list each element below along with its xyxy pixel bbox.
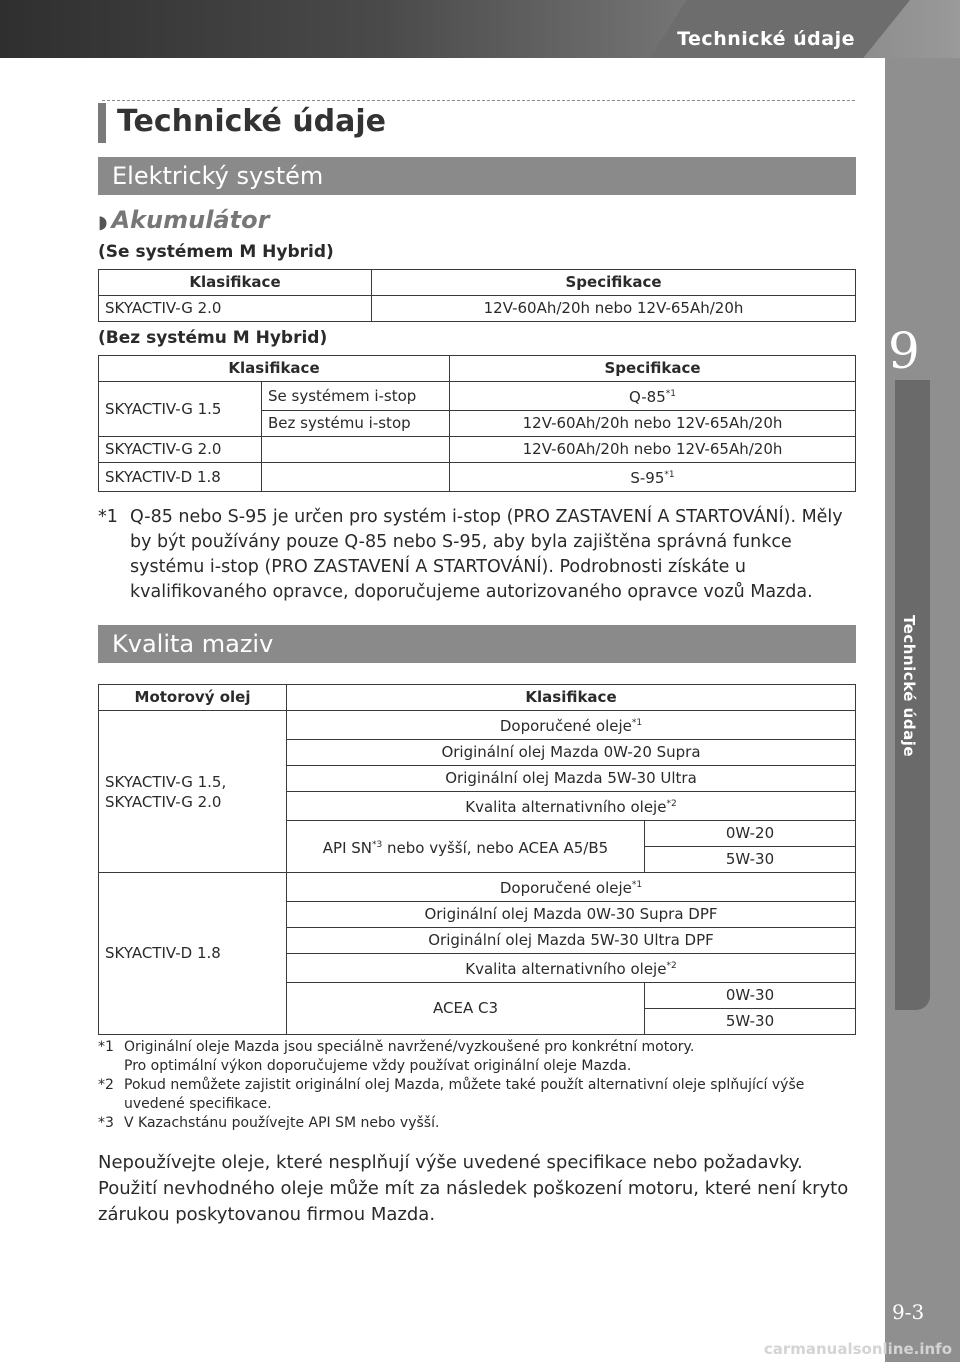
title-accent xyxy=(98,103,106,143)
footnote-ref: *2 xyxy=(666,961,677,971)
table-cell: SKYACTIV-G 2.0 xyxy=(99,296,372,322)
table-header: Specifikace xyxy=(450,356,856,382)
table-cell: SKYACTIV-D 1.8 xyxy=(99,873,287,1035)
footnote-item xyxy=(98,1114,858,1133)
label-with-hybrid: (Se systémem M Hybrid) xyxy=(98,242,334,262)
chapter-label: Technické údaje xyxy=(900,615,918,758)
table-cell: SKYACTIV-G 1.5, SKYACTIV-G 2.0 xyxy=(99,711,287,873)
table-row xyxy=(99,873,856,902)
arrow-marker-icon: ◗ xyxy=(98,212,108,233)
table-cell xyxy=(262,463,450,492)
table-cell xyxy=(287,711,856,740)
page-title: Technické údaje xyxy=(117,104,387,139)
header-bar xyxy=(0,0,960,58)
table-cell: Bez systému i-stop xyxy=(262,411,450,437)
cell-text: nebo vyšší, nebo ACEA A5/B5 xyxy=(382,838,609,857)
table-cell xyxy=(262,437,450,463)
footnote-ref: *1 xyxy=(664,470,675,480)
footnote-text: Pokud nemůžete zajistit originální olej Mazda, můžete také použít alternativní oleje splňující výše uvedené specifikace. xyxy=(124,1077,805,1112)
table-header: Klasifikace xyxy=(99,270,372,296)
footnote-ref: *1 xyxy=(665,389,676,399)
table-cell: ACEA C3 xyxy=(287,983,645,1035)
table-header: Motorový olej xyxy=(99,685,287,711)
footnote-ref: *1 xyxy=(631,880,643,890)
footnote-text: Originální oleje Mazda jsou speciálně navržené/vyzkoušené pro konkrétní motory. xyxy=(124,1039,695,1055)
table-cell: 0W-30 xyxy=(645,983,856,1009)
cell-text: Q-85 xyxy=(629,388,666,406)
table-cell: Originální olej Mazda 5W-30 Ultra xyxy=(287,766,856,792)
table-cell: 5W-30 xyxy=(645,847,856,873)
footnote-text: Q-85 nebo S-95 je určen pro systém i-stop (PRO ZASTAVENÍ A STARTOVÁNÍ). Měly by být používány pouze Q-85 nebo S-95, aby byla zajištěna správná funkce systému i-stop (PRO ZASTAVENÍ A STARTOVÁNÍ). Podrobnosti získáte u kvalifikovaného opravce, doporučujeme autorizovaného opravce vozů Mazda. xyxy=(130,507,843,602)
footnote-mark: *1 xyxy=(98,507,118,527)
table-cell xyxy=(287,821,645,873)
cell-text: Doporučené oleje xyxy=(499,879,632,897)
table-cell: 12V-60Ah/20h nebo 12V-65Ah/20h xyxy=(372,296,856,322)
cell-text: Kvalita alternativního oleje xyxy=(465,960,667,978)
header-title: Technické údaje xyxy=(677,28,855,50)
table-cell: 0W-20 xyxy=(645,821,856,847)
battery-table-standard xyxy=(98,355,856,492)
footnote-text: V Kazachstánu používejte API SM nebo vyšší. xyxy=(124,1115,440,1131)
table-cell: SKYACTIV-G 2.0 xyxy=(99,437,262,463)
subsection-heading-battery xyxy=(98,206,269,234)
cell-text: Kvalita alternativního oleje xyxy=(465,798,667,816)
table-cell: Originální olej Mazda 0W-30 Supra DPF xyxy=(287,902,856,928)
table-row xyxy=(99,296,856,322)
closing-paragraph: Nepoužívejte oleje, které nesplňují výše uvedené specifikace nebo požadavky. Použití nevhodného oleje může mít za následek poškození motoru, které není kryto zárukou poskytovanou firmou Mazda. xyxy=(98,1152,849,1225)
chapter-number: 9 xyxy=(888,322,920,380)
table-row xyxy=(99,437,856,463)
footnote-text: Pro optimální výkon doporučujeme vždy používat originální oleje Mazda. xyxy=(124,1058,632,1074)
table-cell: SKYACTIV-D 1.8 xyxy=(99,463,262,492)
section-heading-lubricants: Kvalita maziv xyxy=(98,625,856,663)
subsection-title: Akumulátor xyxy=(111,206,270,234)
table-cell xyxy=(287,873,856,902)
footnote-item xyxy=(98,1076,858,1114)
table-cell: Originální olej Mazda 5W-30 Ultra DPF xyxy=(287,928,856,954)
cell-text: Doporučené oleje xyxy=(499,717,632,735)
table-header: Klasifikace xyxy=(99,356,450,382)
oil-footnotes xyxy=(98,1038,858,1133)
footnote-ref: *1 xyxy=(631,718,643,728)
footnote-item xyxy=(98,1038,858,1076)
cell-text: API SN xyxy=(322,838,373,857)
battery-footnote xyxy=(98,505,858,605)
table-row xyxy=(99,463,856,492)
table-cell: SKYACTIV-G 1.5 xyxy=(99,382,262,437)
table-cell: Se systémem i-stop xyxy=(262,382,450,411)
table-cell: 5W-30 xyxy=(645,1009,856,1035)
table-header: Klasifikace xyxy=(287,685,856,711)
table-cell xyxy=(450,463,856,492)
title-divider xyxy=(102,100,855,101)
footnote-ref: *3 xyxy=(372,839,383,850)
footnote-mark: *2 xyxy=(98,1077,114,1093)
watermark: carmanualsonline.info xyxy=(763,1340,952,1358)
table-row xyxy=(99,382,856,411)
table-cell xyxy=(287,792,856,821)
footnote-mark: *3 xyxy=(98,1115,114,1131)
footnote-ref: *2 xyxy=(666,799,677,809)
cell-text: S-95 xyxy=(630,469,665,487)
table-cell: Originální olej Mazda 0W-20 Supra xyxy=(287,740,856,766)
label-without-hybrid: (Bez systému M Hybrid) xyxy=(98,328,328,348)
table-cell xyxy=(287,954,856,983)
battery-table-hybrid xyxy=(98,269,856,322)
table-header: Specifikace xyxy=(372,270,856,296)
oil-quality-table xyxy=(98,684,856,1035)
section-heading-electric: Elektrický systém xyxy=(98,157,856,195)
page-number: 9-3 xyxy=(892,1300,925,1324)
footnote-mark: *1 xyxy=(98,1039,114,1055)
table-cell: 12V-60Ah/20h nebo 12V-65Ah/20h xyxy=(450,437,856,463)
table-cell: 12V-60Ah/20h nebo 12V-65Ah/20h xyxy=(450,411,856,437)
table-row xyxy=(99,711,856,740)
table-cell xyxy=(450,382,856,411)
